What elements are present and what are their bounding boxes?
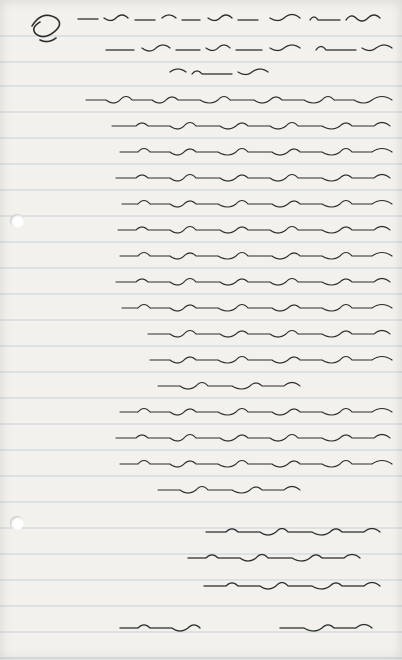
stamp-scribble-icon <box>32 15 60 41</box>
